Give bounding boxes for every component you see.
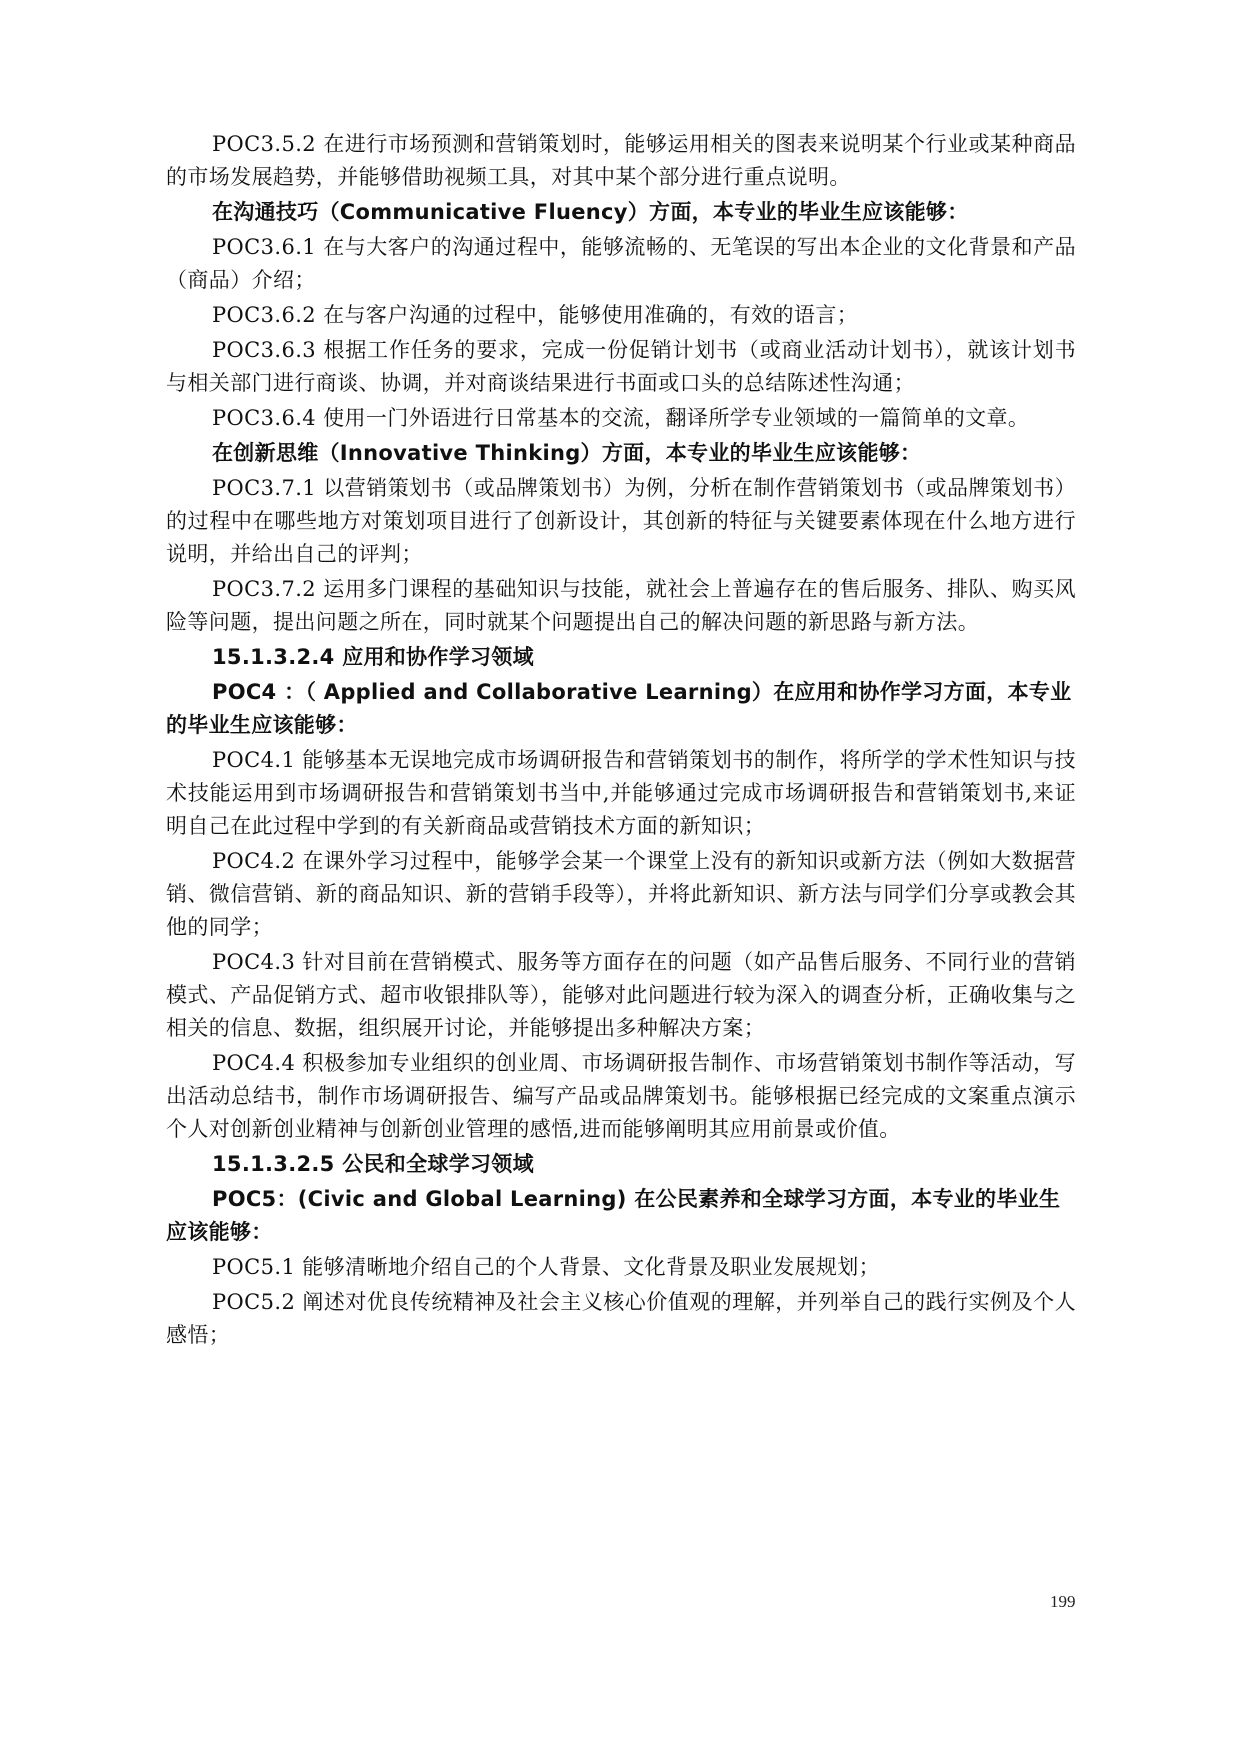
paragraph-poc4-1: POC4.1 能够基本无误地完成市场调研报告和营销策划书的制作，将所学的学术性知识与技术技能运用到市场调研报告和营销策划书当中,并能够通过完成市场调研报告和营销策划书,来证明自己在此过程中学到的有关新商品或营销技术方面的新知识；	[166, 748, 1076, 838]
paragraph-poc3-6-1: POC3.6.1 在与大客户的沟通过程中，能够流畅的、无笔误的写出本企业的文化背景和产品（商品）介绍；	[166, 235, 1076, 292]
page-number: 199	[1050, 1592, 1076, 1611]
paragraph-poc3-7-1: POC3.7.1 以营销策划书（或品牌策划书）为例，分析在制作营销策划书（或品牌策划书）的过程中在哪些地方对策划项目进行了创新设计，其创新的特征与关键要素体现在什么地方进行说明，并给出自己的评判；	[166, 476, 1076, 566]
paragraph-poc3-6-4: POC3.6.4 使用一门外语进行日常基本的交流，翻译所学专业领域的一篇简单的文章。	[212, 406, 1030, 430]
paragraph-poc5-1: POC5.1 能够清晰地介绍自己的个人背景、文化背景及职业发展规划；	[212, 1255, 881, 1279]
paragraph-poc3-5-2: POC3.5.2 在进行市场预测和营销策划时，能够运用相关的图表来说明某个行业或某种商品的市场发展趋势，并能够借助视频工具，对其中某个部分进行重点说明。	[166, 132, 1076, 189]
paragraph-poc4-4: POC4.4 积极参加专业组织的创业周、市场调研报告制作、市场营销策划书制作等活动，写出活动总结书，制作市场调研报告、编写产品或品牌策划书。能够根据已经完成的文案重点演示个人对创新创业精神与创新创业管理的感悟,进而能够阐明其应用前景或价值。	[166, 1051, 1076, 1141]
paragraph-poc3-6-2: POC3.6.2 在与客户沟通的过程中，能够使用准确的，有效的语言；	[212, 303, 859, 327]
paragraph-poc4-3: POC4.3 针对目前在营销模式、服务等方面存在的问题（如产品售后服务、不同行业的营销模式、产品促销方式、超市收银排队等），能够对此问题进行较为深入的调查分析，正确收集与之相关的信息、数据，组织展开讨论，并能够提出多种解决方案；	[166, 950, 1076, 1040]
paragraph-poc3-6-3: POC3.6.3 根据工作任务的要求，完成一份促销计划书（或商业活动计划书），就该计划书与相关部门进行商谈、协调，并对商谈结果进行书面或口头的总结陈述性沟通；	[166, 338, 1076, 395]
section-heading-15-1-3-2-4: 15.1.3.2.4 应用和协作学习领域	[212, 645, 534, 669]
heading-innovative-thinking: 在创新思维（Innovative Thinking）方面，本专业的毕业生应该能够：	[212, 441, 922, 465]
heading-poc4: POC4 ：（ Applied and Collaborative Learning）在应用和协作学习方面，本专业的毕业生应该能够：	[166, 680, 1072, 737]
paragraph-poc4-2: POC4.2 在课外学习过程中，能够学会某一个课堂上没有的新知识或新方法（例如大数据营销、微信营销、新的商品知识、新的营销手段等），并将此新知识、新方法与同学们分享或教会其他的同学；	[166, 849, 1076, 939]
heading-poc5: POC5：(Civic and Global Learning) 在公民素养和全球学习方面，本专业的毕业生应该能够：	[166, 1187, 1061, 1244]
section-heading-15-1-3-2-5: 15.1.3.2.5 公民和全球学习领域	[212, 1152, 534, 1176]
heading-communicative-fluency: 在沟通技巧（Communicative Fluency）方面，本专业的毕业生应该能够：	[212, 200, 969, 224]
document-body	[166, 128, 1076, 1354]
paragraph-poc3-7-2: POC3.7.2 运用多门课程的基础知识与技能，就社会上普遍存在的售后服务、排队、购买风险等问题，提出问题之所在，同时就某个问题提出自己的解决问题的新思路与新方法。	[166, 577, 1076, 634]
paragraph-poc5-2: POC5.2 阐述对优良传统精神及社会主义核心价值观的理解，并列举自己的践行实例及个人感悟；	[166, 1290, 1076, 1347]
